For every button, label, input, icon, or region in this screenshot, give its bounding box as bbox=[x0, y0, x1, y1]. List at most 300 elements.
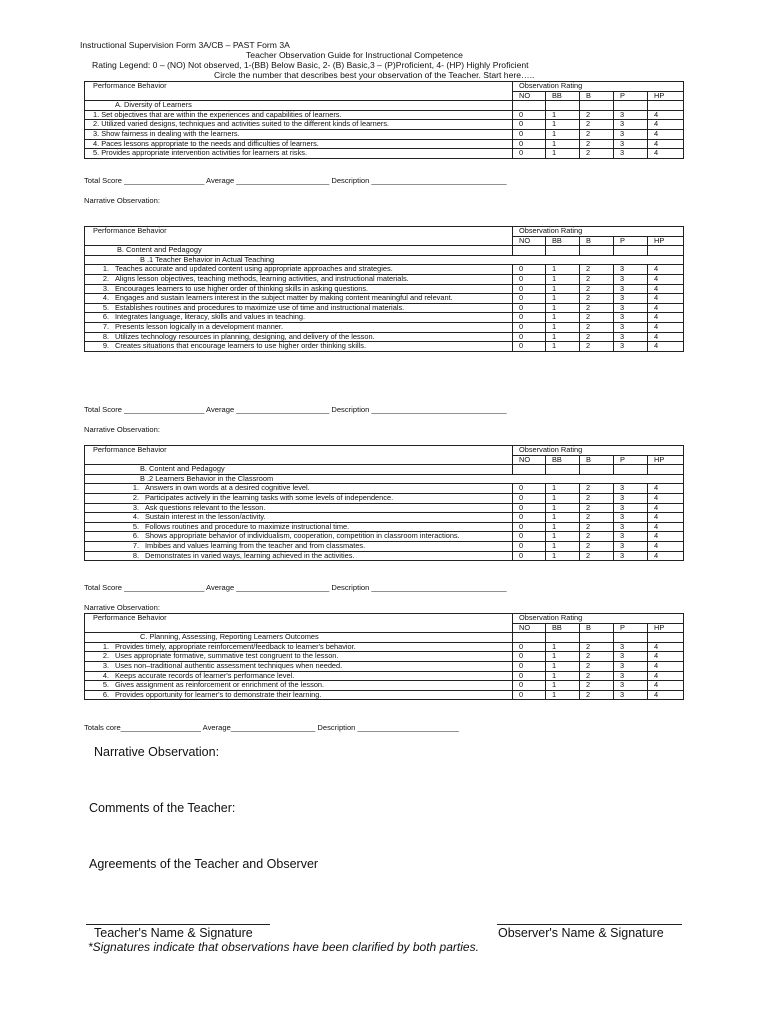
rating-legend: Rating Legend: 0 – (NO) Not observed, 1-(BB) Below Basic, 2- (B) Basic,3 – (P)Proficient, 4- (HP) Highly Proficient bbox=[92, 60, 529, 70]
item-text: Answers in own words at a desired cognitive level. bbox=[145, 483, 310, 493]
guide-title: Teacher Observation Guide for Instructional Competence bbox=[246, 50, 463, 60]
instruction-text: Circle the number that describes best your observation of the Teacher. Start here….. bbox=[214, 70, 535, 80]
rating-option-3[interactable]: 3 bbox=[614, 303, 648, 313]
total-score-label: Total Score ___________________ bbox=[84, 405, 205, 414]
behavior-item-wrap bbox=[87, 504, 510, 513]
item-number: 3. bbox=[102, 283, 109, 293]
rating-option-0[interactable]: 0 bbox=[513, 652, 546, 662]
rating-option-2[interactable]: 2 bbox=[580, 642, 614, 652]
rating-option-3[interactable]: 3 bbox=[614, 661, 648, 671]
rating-option-1[interactable]: 1 bbox=[546, 681, 580, 691]
rating-option-3[interactable]: 3 bbox=[614, 342, 648, 352]
observation-rating-header: Observation Rating bbox=[513, 614, 684, 624]
rating-option-1[interactable]: 1 bbox=[546, 551, 580, 561]
rating-option-2[interactable]: 2 bbox=[580, 551, 614, 561]
rating-option-4[interactable]: 4 bbox=[648, 493, 684, 503]
rating-option-4[interactable]: 4 bbox=[648, 661, 684, 671]
section-title-row bbox=[85, 633, 684, 643]
rating-option-1[interactable]: 1 bbox=[546, 652, 580, 662]
rating-option-1[interactable]: 1 bbox=[546, 541, 580, 551]
rating-option-4[interactable]: 4 bbox=[648, 265, 684, 275]
item-text: Participates actively in the learning tasks with some levels of independence. bbox=[145, 492, 394, 502]
rating-option-4[interactable]: 4 bbox=[648, 274, 684, 284]
signature-note: *Signatures indicate that observations have been clarified by both parties. bbox=[88, 940, 479, 954]
item-text: Provides timely, appropriate reinforcement/feedback to learner's behavior. bbox=[115, 641, 356, 651]
rating-column-b: B bbox=[580, 236, 614, 246]
rating-option-2[interactable]: 2 bbox=[580, 322, 614, 332]
empty-cell bbox=[546, 101, 580, 111]
rating-column-p: P bbox=[614, 455, 648, 465]
item-number: 6. bbox=[102, 689, 109, 699]
rating-option-4[interactable]: 4 bbox=[648, 332, 684, 342]
behavior-item-wrap bbox=[87, 542, 510, 551]
item-text: Keeps accurate records of learner's performance level. bbox=[115, 670, 295, 680]
rating-option-2[interactable]: 2 bbox=[580, 681, 614, 691]
item-number: 3. bbox=[102, 660, 109, 670]
item-text: Creates situations that encourage learners to use higher order thinking skills. bbox=[115, 341, 367, 351]
rating-option-1[interactable]: 1 bbox=[546, 110, 580, 120]
total-score-line-b2 bbox=[84, 583, 507, 592]
behavior-item bbox=[85, 513, 513, 523]
total-score-line-c bbox=[84, 723, 459, 732]
rating-column-no: NO bbox=[513, 455, 546, 465]
rating-option-1[interactable]: 1 bbox=[546, 265, 580, 275]
rating-option-3[interactable]: 3 bbox=[614, 129, 648, 139]
table-row bbox=[85, 681, 684, 691]
rating-option-3[interactable]: 3 bbox=[614, 294, 648, 304]
rating-option-1[interactable]: 1 bbox=[546, 532, 580, 542]
rating-option-4[interactable]: 4 bbox=[648, 690, 684, 700]
rating-option-3[interactable]: 3 bbox=[614, 313, 648, 323]
table-row bbox=[85, 294, 684, 304]
rating-option-2[interactable]: 2 bbox=[580, 541, 614, 551]
section-title-row bbox=[85, 465, 684, 475]
section-title: A. Diversity of Learners bbox=[85, 101, 513, 111]
observation-rating-header: Observation Rating bbox=[513, 227, 684, 237]
table-planning-assessing bbox=[84, 613, 684, 700]
rating-option-4[interactable]: 4 bbox=[648, 484, 684, 494]
rating-option-4[interactable]: 4 bbox=[648, 503, 684, 513]
rating-option-3[interactable]: 3 bbox=[614, 513, 648, 523]
rating-option-1[interactable]: 1 bbox=[546, 642, 580, 652]
empty-cell bbox=[513, 465, 546, 475]
rating-option-2[interactable]: 2 bbox=[580, 274, 614, 284]
item-number: 6. bbox=[132, 531, 139, 541]
header-row bbox=[85, 227, 684, 237]
rating-option-2[interactable]: 2 bbox=[580, 690, 614, 700]
empty-cell bbox=[546, 246, 580, 256]
rating-option-0[interactable]: 0 bbox=[513, 541, 546, 551]
empty-cell bbox=[614, 465, 648, 475]
item-text: Sustain interest in the lesson/activity. bbox=[145, 512, 266, 522]
performance-behavior-header: Performance Behavior bbox=[85, 614, 513, 633]
narrative-observation-b2: Narrative Observation: bbox=[84, 603, 160, 612]
table-diversity-of-learners bbox=[84, 81, 684, 159]
behavior-item bbox=[85, 294, 513, 304]
rating-option-2[interactable]: 2 bbox=[580, 129, 614, 139]
rating-option-3[interactable]: 3 bbox=[614, 149, 648, 159]
rating-option-0[interactable]: 0 bbox=[513, 274, 546, 284]
behavior-item: 2. Utilized varied designs, techniques and activities suited to the different kinds of learners. bbox=[85, 120, 513, 130]
item-text: Integrates language, literacy, skills and values in teaching. bbox=[115, 312, 306, 322]
item-number: 8. bbox=[132, 550, 139, 560]
header-row bbox=[85, 614, 684, 624]
item-number: 5. bbox=[102, 680, 109, 690]
item-number: 1. bbox=[132, 483, 139, 493]
rating-column-bb: BB bbox=[546, 236, 580, 246]
rating-option-0[interactable]: 0 bbox=[513, 129, 546, 139]
rating-option-0[interactable]: 0 bbox=[513, 690, 546, 700]
item-text: Utilizes technology resources in planning, designing, and delivery of the lesson. bbox=[115, 331, 375, 341]
average-label: Average ______________________ bbox=[206, 176, 330, 185]
narrative-observation-heading: Narrative Observation: bbox=[94, 745, 220, 759]
rating-option-3[interactable]: 3 bbox=[614, 332, 648, 342]
item-number: 9. bbox=[102, 341, 109, 351]
total-score-label: Total Score ___________________ bbox=[84, 583, 205, 592]
rating-option-4[interactable]: 4 bbox=[648, 342, 684, 352]
rating-option-4[interactable]: 4 bbox=[648, 652, 684, 662]
form-title: Instructional Supervision Form 3A/CB – PAST Form 3A bbox=[80, 40, 290, 50]
behavior-item: 4. Paces lessons appropriate to the needs and difficulties of learners. bbox=[85, 139, 513, 149]
behavior-item bbox=[85, 690, 513, 700]
rating-option-1[interactable]: 1 bbox=[546, 294, 580, 304]
rating-option-1[interactable]: 1 bbox=[546, 690, 580, 700]
empty-cell bbox=[614, 246, 648, 256]
behavior-item-wrap bbox=[87, 513, 510, 522]
table-row bbox=[85, 661, 684, 671]
section-title: B. Content and Pedagogy bbox=[85, 465, 513, 475]
rating-option-4[interactable]: 4 bbox=[648, 642, 684, 652]
rating-option-3[interactable]: 3 bbox=[614, 110, 648, 120]
total-score-line-a bbox=[84, 176, 507, 185]
rating-option-2[interactable]: 2 bbox=[580, 493, 614, 503]
behavior-item-wrap bbox=[87, 275, 510, 284]
subsection-title: B .2 Learners Behavior in the Classroom bbox=[85, 474, 684, 484]
rating-column-b: B bbox=[580, 455, 614, 465]
empty-cell bbox=[580, 633, 614, 643]
rating-option-4[interactable]: 4 bbox=[648, 522, 684, 532]
behavior-item bbox=[85, 493, 513, 503]
rating-option-0[interactable]: 0 bbox=[513, 322, 546, 332]
rating-option-3[interactable]: 3 bbox=[614, 522, 648, 532]
rating-option-1[interactable]: 1 bbox=[546, 129, 580, 139]
rating-option-4[interactable]: 4 bbox=[648, 284, 684, 294]
table-row bbox=[85, 532, 684, 542]
rating-column-hp: HP bbox=[648, 455, 684, 465]
behavior-item-wrap bbox=[87, 523, 510, 532]
teacher-signature-label: Teacher's Name & Signature bbox=[94, 926, 253, 940]
rating-option-3[interactable]: 3 bbox=[614, 120, 648, 130]
observer-signature-line bbox=[497, 924, 682, 925]
total-score-label: Totals core___________________ bbox=[84, 723, 201, 732]
table-row bbox=[85, 513, 684, 523]
empty-cell bbox=[648, 101, 684, 111]
item-text: Ask questions relevant to the lesson. bbox=[145, 502, 266, 512]
empty-cell bbox=[648, 633, 684, 643]
behavior-item: 1. Set objectives that are within the experiences and capabilities of learners. bbox=[85, 110, 513, 120]
empty-cell bbox=[614, 101, 648, 111]
rating-option-2[interactable]: 2 bbox=[580, 671, 614, 681]
item-number: 1. bbox=[102, 641, 109, 651]
item-number: 6. bbox=[102, 312, 109, 322]
empty-cell bbox=[513, 101, 546, 111]
rating-option-0[interactable]: 0 bbox=[513, 661, 546, 671]
item-number: 4. bbox=[132, 512, 139, 522]
average-label: Average ______________________ bbox=[206, 405, 330, 414]
behavior-item: 5. Provides appropriate intervention activities for learners at risks. bbox=[85, 149, 513, 159]
item-text: Engages and sustain learners interest in the subject matter by making content meaningful and relevant. bbox=[115, 293, 453, 303]
header-row bbox=[85, 446, 684, 456]
rating-option-4[interactable]: 4 bbox=[648, 551, 684, 561]
behavior-item-wrap bbox=[87, 313, 510, 322]
rating-option-3[interactable]: 3 bbox=[614, 274, 648, 284]
table-row bbox=[85, 690, 684, 700]
rating-option-1[interactable]: 1 bbox=[546, 342, 580, 352]
behavior-item-wrap bbox=[87, 265, 510, 274]
performance-behavior-header: Performance Behavior bbox=[85, 82, 513, 101]
rating-option-3[interactable]: 3 bbox=[614, 551, 648, 561]
empty-cell bbox=[546, 633, 580, 643]
rating-option-3[interactable]: 3 bbox=[614, 681, 648, 691]
rating-option-3[interactable]: 3 bbox=[614, 690, 648, 700]
rating-option-3[interactable]: 3 bbox=[614, 532, 648, 542]
rating-option-4[interactable]: 4 bbox=[648, 513, 684, 523]
rating-option-2[interactable]: 2 bbox=[580, 513, 614, 523]
section-title: C. Planning, Assessing, Reporting Learners Outcomes bbox=[85, 633, 513, 643]
narrative-observation-b1: Narrative Observation: bbox=[84, 425, 160, 434]
item-number: 5. bbox=[102, 302, 109, 312]
table-row bbox=[85, 322, 684, 332]
behavior-item bbox=[85, 661, 513, 671]
rating-option-4[interactable]: 4 bbox=[648, 120, 684, 130]
rating-option-2[interactable]: 2 bbox=[580, 110, 614, 120]
rating-option-0[interactable]: 0 bbox=[513, 342, 546, 352]
rating-option-0[interactable]: 0 bbox=[513, 484, 546, 494]
description-label: Description ________________________________ bbox=[331, 583, 507, 592]
rating-option-4[interactable]: 4 bbox=[648, 671, 684, 681]
table-row bbox=[85, 274, 684, 284]
rating-option-1[interactable]: 1 bbox=[546, 284, 580, 294]
rating-option-0[interactable]: 0 bbox=[513, 284, 546, 294]
behavior-item bbox=[85, 274, 513, 284]
observation-rating-header: Observation Rating bbox=[513, 446, 684, 456]
rating-option-2[interactable]: 2 bbox=[580, 532, 614, 542]
header-row bbox=[85, 82, 684, 92]
rating-option-3[interactable]: 3 bbox=[614, 484, 648, 494]
table-learners-behavior bbox=[84, 445, 684, 561]
item-number: 7. bbox=[102, 321, 109, 331]
performance-behavior-header: Performance Behavior bbox=[85, 446, 513, 465]
empty-cell bbox=[614, 633, 648, 643]
rating-option-4[interactable]: 4 bbox=[648, 294, 684, 304]
behavior-item bbox=[85, 313, 513, 323]
observation-rating-header: Observation Rating bbox=[513, 82, 684, 92]
description-label: Description ________________________________ bbox=[331, 405, 507, 414]
rating-option-2[interactable]: 2 bbox=[580, 294, 614, 304]
rating-option-2[interactable]: 2 bbox=[580, 652, 614, 662]
rating-option-0[interactable]: 0 bbox=[513, 303, 546, 313]
rating-option-1[interactable]: 1 bbox=[546, 493, 580, 503]
rating-option-2[interactable]: 2 bbox=[580, 503, 614, 513]
rating-option-1[interactable]: 1 bbox=[546, 671, 580, 681]
rating-option-3[interactable]: 3 bbox=[614, 503, 648, 513]
rating-option-2[interactable]: 2 bbox=[580, 284, 614, 294]
rating-column-no: NO bbox=[513, 91, 546, 101]
rating-option-3[interactable]: 3 bbox=[614, 671, 648, 681]
average-label: Average ______________________ bbox=[206, 583, 330, 592]
rating-option-0[interactable]: 0 bbox=[513, 294, 546, 304]
rating-option-3[interactable]: 3 bbox=[614, 139, 648, 149]
narrative-observation-a: Narrative Observation: bbox=[84, 196, 160, 205]
rating-option-4[interactable]: 4 bbox=[648, 129, 684, 139]
rating-option-3[interactable]: 3 bbox=[614, 322, 648, 332]
item-text: Uses non–traditional authentic assessment techniques when needed. bbox=[115, 660, 343, 670]
performance-behavior-header: Performance Behavior bbox=[85, 227, 513, 246]
rating-option-2[interactable]: 2 bbox=[580, 484, 614, 494]
behavior-item-wrap bbox=[87, 333, 510, 342]
rating-option-0[interactable]: 0 bbox=[513, 532, 546, 542]
rating-option-0[interactable]: 0 bbox=[513, 671, 546, 681]
rating-option-4[interactable]: 4 bbox=[648, 110, 684, 120]
behavior-item bbox=[85, 551, 513, 561]
rating-option-3[interactable]: 3 bbox=[614, 642, 648, 652]
rating-option-4[interactable]: 4 bbox=[648, 322, 684, 332]
rating-option-3[interactable]: 3 bbox=[614, 265, 648, 275]
table-row bbox=[85, 541, 684, 551]
rating-option-1[interactable]: 1 bbox=[546, 120, 580, 130]
empty-cell bbox=[648, 465, 684, 475]
rating-option-0[interactable]: 0 bbox=[513, 313, 546, 323]
behavior-item-wrap bbox=[87, 662, 510, 671]
rating-option-1[interactable]: 1 bbox=[546, 303, 580, 313]
item-text: Follows routines and procedure to maximize instructional time. bbox=[145, 521, 350, 531]
rating-option-3[interactable]: 3 bbox=[614, 652, 648, 662]
rating-option-0[interactable]: 0 bbox=[513, 332, 546, 342]
rating-option-1[interactable]: 1 bbox=[546, 484, 580, 494]
rating-option-1[interactable]: 1 bbox=[546, 522, 580, 532]
behavior-item bbox=[85, 532, 513, 542]
rating-option-2[interactable]: 2 bbox=[580, 265, 614, 275]
empty-cell bbox=[580, 465, 614, 475]
item-number: 4. bbox=[102, 293, 109, 303]
item-text: Encourages learners to use higher order of thinking skills in asking questions. bbox=[115, 283, 369, 293]
item-text: Provides opportunity for learner's to demonstrate their learning. bbox=[115, 689, 322, 699]
item-number: 5. bbox=[132, 521, 139, 531]
behavior-item-wrap bbox=[87, 672, 510, 681]
rating-option-4[interactable]: 4 bbox=[648, 139, 684, 149]
empty-cell bbox=[513, 633, 546, 643]
item-number: 1. bbox=[102, 264, 109, 274]
table-teacher-behavior bbox=[84, 226, 684, 352]
rating-option-4[interactable]: 4 bbox=[648, 149, 684, 159]
rating-option-0[interactable]: 0 bbox=[513, 681, 546, 691]
rating-option-0[interactable]: 0 bbox=[513, 503, 546, 513]
rating-option-0[interactable]: 0 bbox=[513, 642, 546, 652]
item-number: 2. bbox=[102, 651, 109, 661]
empty-cell bbox=[648, 246, 684, 256]
table-row bbox=[85, 129, 684, 139]
item-text: Establishes routines and procedures to maximize use of time and instructional materials. bbox=[115, 302, 405, 312]
rating-option-4[interactable]: 4 bbox=[648, 313, 684, 323]
rating-option-0[interactable]: 0 bbox=[513, 149, 546, 159]
item-text: Demonstrates in varied ways, learning achieved in the activities. bbox=[145, 550, 355, 560]
item-number: 4. bbox=[102, 670, 109, 680]
empty-cell bbox=[513, 246, 546, 256]
empty-cell bbox=[580, 246, 614, 256]
item-number: 3. bbox=[132, 502, 139, 512]
rating-column-bb: BB bbox=[546, 623, 580, 633]
item-text: Imbibes and values learning from the teacher and from classmates. bbox=[145, 540, 366, 550]
rating-option-0[interactable]: 0 bbox=[513, 110, 546, 120]
teacher-comments-heading: Comments of the Teacher: bbox=[89, 801, 236, 815]
rating-option-4[interactable]: 4 bbox=[648, 541, 684, 551]
rating-option-3[interactable]: 3 bbox=[614, 541, 648, 551]
rating-option-0[interactable]: 0 bbox=[513, 522, 546, 532]
rating-option-2[interactable]: 2 bbox=[580, 120, 614, 130]
rating-option-2[interactable]: 2 bbox=[580, 313, 614, 323]
rating-option-2[interactable]: 2 bbox=[580, 522, 614, 532]
description-label: Description ________________________________ bbox=[331, 176, 507, 185]
rating-option-1[interactable]: 1 bbox=[546, 149, 580, 159]
rating-option-2[interactable]: 2 bbox=[580, 139, 614, 149]
rating-option-1[interactable]: 1 bbox=[546, 322, 580, 332]
rating-option-4[interactable]: 4 bbox=[648, 303, 684, 313]
rating-column-bb: BB bbox=[546, 91, 580, 101]
rating-option-4[interactable]: 4 bbox=[648, 532, 684, 542]
empty-cell bbox=[580, 101, 614, 111]
rating-option-2[interactable]: 2 bbox=[580, 332, 614, 342]
rating-option-1[interactable]: 1 bbox=[546, 503, 580, 513]
behavior-item-wrap bbox=[87, 484, 510, 493]
behavior-item-wrap bbox=[87, 304, 510, 313]
teacher-signature-line bbox=[86, 924, 270, 925]
rating-option-2[interactable]: 2 bbox=[580, 342, 614, 352]
rating-option-2[interactable]: 2 bbox=[580, 149, 614, 159]
item-number: 2. bbox=[132, 492, 139, 502]
section-title: B. Content and Pedagogy bbox=[85, 246, 513, 256]
rating-option-2[interactable]: 2 bbox=[580, 661, 614, 671]
behavior-item bbox=[85, 681, 513, 691]
item-text: Aligns lesson objectives, teaching methods, learning activities, and instructional materials. bbox=[115, 273, 409, 283]
behavior-item: 3. Show fairness in dealing with the learners. bbox=[85, 129, 513, 139]
rating-option-1[interactable]: 1 bbox=[546, 313, 580, 323]
rating-option-1[interactable]: 1 bbox=[546, 332, 580, 342]
item-text: Teaches accurate and updated content using appropriate approaches and strategies. bbox=[115, 264, 393, 274]
rating-option-2[interactable]: 2 bbox=[580, 303, 614, 313]
rating-option-4[interactable]: 4 bbox=[648, 681, 684, 691]
rating-option-1[interactable]: 1 bbox=[546, 274, 580, 284]
rating-option-1[interactable]: 1 bbox=[546, 513, 580, 523]
rating-option-0[interactable]: 0 bbox=[513, 139, 546, 149]
behavior-item-wrap bbox=[87, 691, 510, 700]
behavior-item-wrap bbox=[87, 652, 510, 661]
rating-option-0[interactable]: 0 bbox=[513, 120, 546, 130]
rating-column-no: NO bbox=[513, 236, 546, 246]
rating-option-3[interactable]: 3 bbox=[614, 284, 648, 294]
section-title-row bbox=[85, 246, 684, 256]
rating-option-0[interactable]: 0 bbox=[513, 513, 546, 523]
rating-option-3[interactable]: 3 bbox=[614, 493, 648, 503]
rating-option-0[interactable]: 0 bbox=[513, 551, 546, 561]
observer-signature-label: Observer's Name & Signature bbox=[498, 926, 664, 940]
item-number: 2. bbox=[102, 273, 109, 283]
rating-option-0[interactable]: 0 bbox=[513, 265, 546, 275]
rating-option-0[interactable]: 0 bbox=[513, 493, 546, 503]
behavior-item bbox=[85, 541, 513, 551]
rating-option-1[interactable]: 1 bbox=[546, 661, 580, 671]
subsection-title: B .1 Teacher Behavior in Actual Teaching bbox=[85, 255, 684, 265]
rating-option-1[interactable]: 1 bbox=[546, 139, 580, 149]
